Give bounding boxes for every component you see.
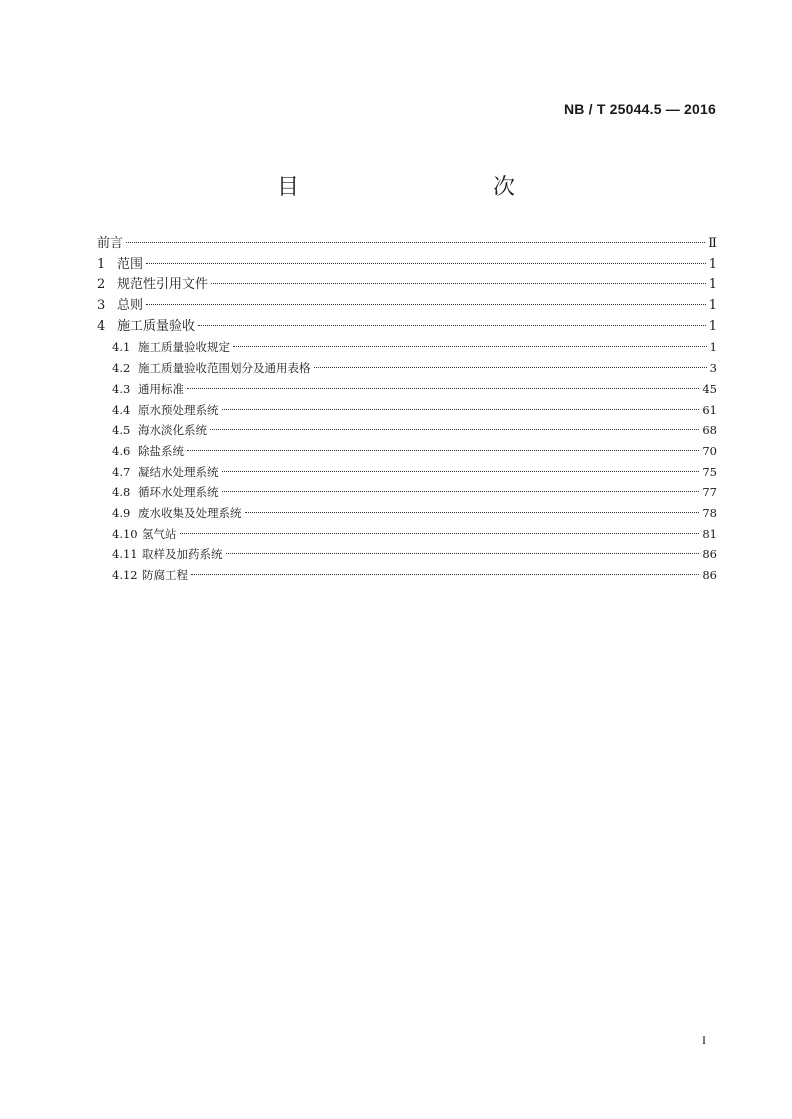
toc-entry[interactable] xyxy=(97,400,717,421)
toc-title: 海水淡化系统 xyxy=(138,423,207,438)
toc-title: 循环水处理系统 xyxy=(138,485,219,500)
toc-number: 3 xyxy=(97,298,106,314)
toc-number: 4.4 xyxy=(112,402,131,417)
toc-page: 45 xyxy=(702,381,717,396)
toc-page: 1 xyxy=(708,298,717,314)
toc-entry[interactable] xyxy=(97,462,717,483)
toc-entry[interactable] xyxy=(97,337,717,358)
toc-title: 规范性引用文件 xyxy=(117,277,209,293)
toc-number: 4.7 xyxy=(112,464,131,479)
toc-title: 通用标准 xyxy=(138,381,184,396)
toc-page: 1 xyxy=(708,277,717,293)
toc-entry[interactable] xyxy=(97,275,717,296)
toc-title: 范围 xyxy=(117,256,144,272)
toc-entry[interactable] xyxy=(97,441,717,462)
toc-page: 1 xyxy=(708,318,717,334)
toc-entry[interactable] xyxy=(97,296,717,317)
toc-page: Ⅱ xyxy=(708,236,717,251)
toc-title: 取样及加药系统 xyxy=(142,547,223,562)
dot-leader xyxy=(222,471,700,472)
toc-entry[interactable] xyxy=(97,234,717,255)
dot-leader xyxy=(222,409,700,410)
dot-leader xyxy=(233,346,707,347)
toc-number: 2 xyxy=(97,277,106,293)
toc-page: 77 xyxy=(702,485,717,500)
toc-entry[interactable] xyxy=(97,255,717,276)
toc-entry[interactable] xyxy=(97,565,717,586)
dot-leader xyxy=(146,304,706,305)
toc-number: 4.5 xyxy=(112,423,131,438)
toc-page: 86 xyxy=(702,547,717,562)
dot-leader xyxy=(126,242,705,243)
toc-entry[interactable] xyxy=(97,379,717,400)
dot-leader xyxy=(226,553,700,554)
page-number: I xyxy=(702,1033,706,1047)
toc-page: 3 xyxy=(709,361,717,376)
toc-number: 4.2 xyxy=(112,361,131,376)
toc-page: 1 xyxy=(709,340,717,355)
toc-entry[interactable] xyxy=(97,544,717,565)
toc-page: 78 xyxy=(702,505,717,520)
dot-leader xyxy=(314,367,707,368)
dot-leader xyxy=(210,429,699,430)
toc-number: 4.8 xyxy=(112,485,131,500)
dot-leader xyxy=(187,450,699,451)
toc-title: 前言 xyxy=(97,236,124,251)
toc-number: 1 xyxy=(97,256,106,272)
toc-title: 原水预处理系统 xyxy=(138,402,219,417)
toc-number: 4 xyxy=(97,318,106,334)
toc-number: 4.12 xyxy=(112,568,138,582)
toc-title: 施工质量验收范围划分及通用表格 xyxy=(138,361,311,376)
toc-page: 81 xyxy=(702,526,717,541)
toc-entry[interactable] xyxy=(97,503,717,524)
toc-number: 4.10 xyxy=(112,526,138,541)
toc-number: 4.11 xyxy=(112,547,138,562)
dot-leader xyxy=(222,491,700,492)
toc-page: 70 xyxy=(702,443,717,458)
toc-number: 4.1 xyxy=(112,340,131,355)
toc-title: 施工质量验收规定 xyxy=(138,340,230,355)
toc-entry[interactable] xyxy=(97,420,717,441)
toc-title: 凝结水处理系统 xyxy=(138,464,219,479)
toc-entry[interactable] xyxy=(97,482,717,503)
toc-page: 1 xyxy=(708,256,717,272)
toc-entry[interactable] xyxy=(97,317,717,338)
dot-leader xyxy=(245,512,700,513)
dot-leader xyxy=(146,263,706,264)
toc-number: 4.9 xyxy=(112,505,131,520)
table-of-contents xyxy=(97,234,717,586)
dot-leader xyxy=(198,325,706,326)
toc-title: 总则 xyxy=(117,298,144,314)
standard-code: NB / T 25044.5 — 2016 xyxy=(563,101,716,117)
toc-number: 4.6 xyxy=(112,443,131,458)
toc-page: 68 xyxy=(702,423,717,438)
dot-leader xyxy=(191,574,699,575)
toc-title: 施工质量验收 xyxy=(117,318,196,334)
toc-entry[interactable] xyxy=(97,358,717,379)
toc-number: 4.3 xyxy=(112,381,131,396)
toc-entry[interactable] xyxy=(97,524,717,545)
page-title: 目 次 xyxy=(276,175,565,200)
dot-leader xyxy=(187,388,699,389)
toc-page: 86 xyxy=(702,568,717,582)
toc-title: 废水收集及处理系统 xyxy=(138,505,242,520)
dot-leader xyxy=(211,283,706,284)
toc-page: 75 xyxy=(702,464,717,479)
dot-leader xyxy=(180,533,700,534)
toc-title: 除盐系统 xyxy=(138,443,184,458)
toc-title: 氢气站 xyxy=(142,526,177,541)
toc-page: 61 xyxy=(702,402,717,417)
toc-title: 防腐工程 xyxy=(142,568,188,582)
